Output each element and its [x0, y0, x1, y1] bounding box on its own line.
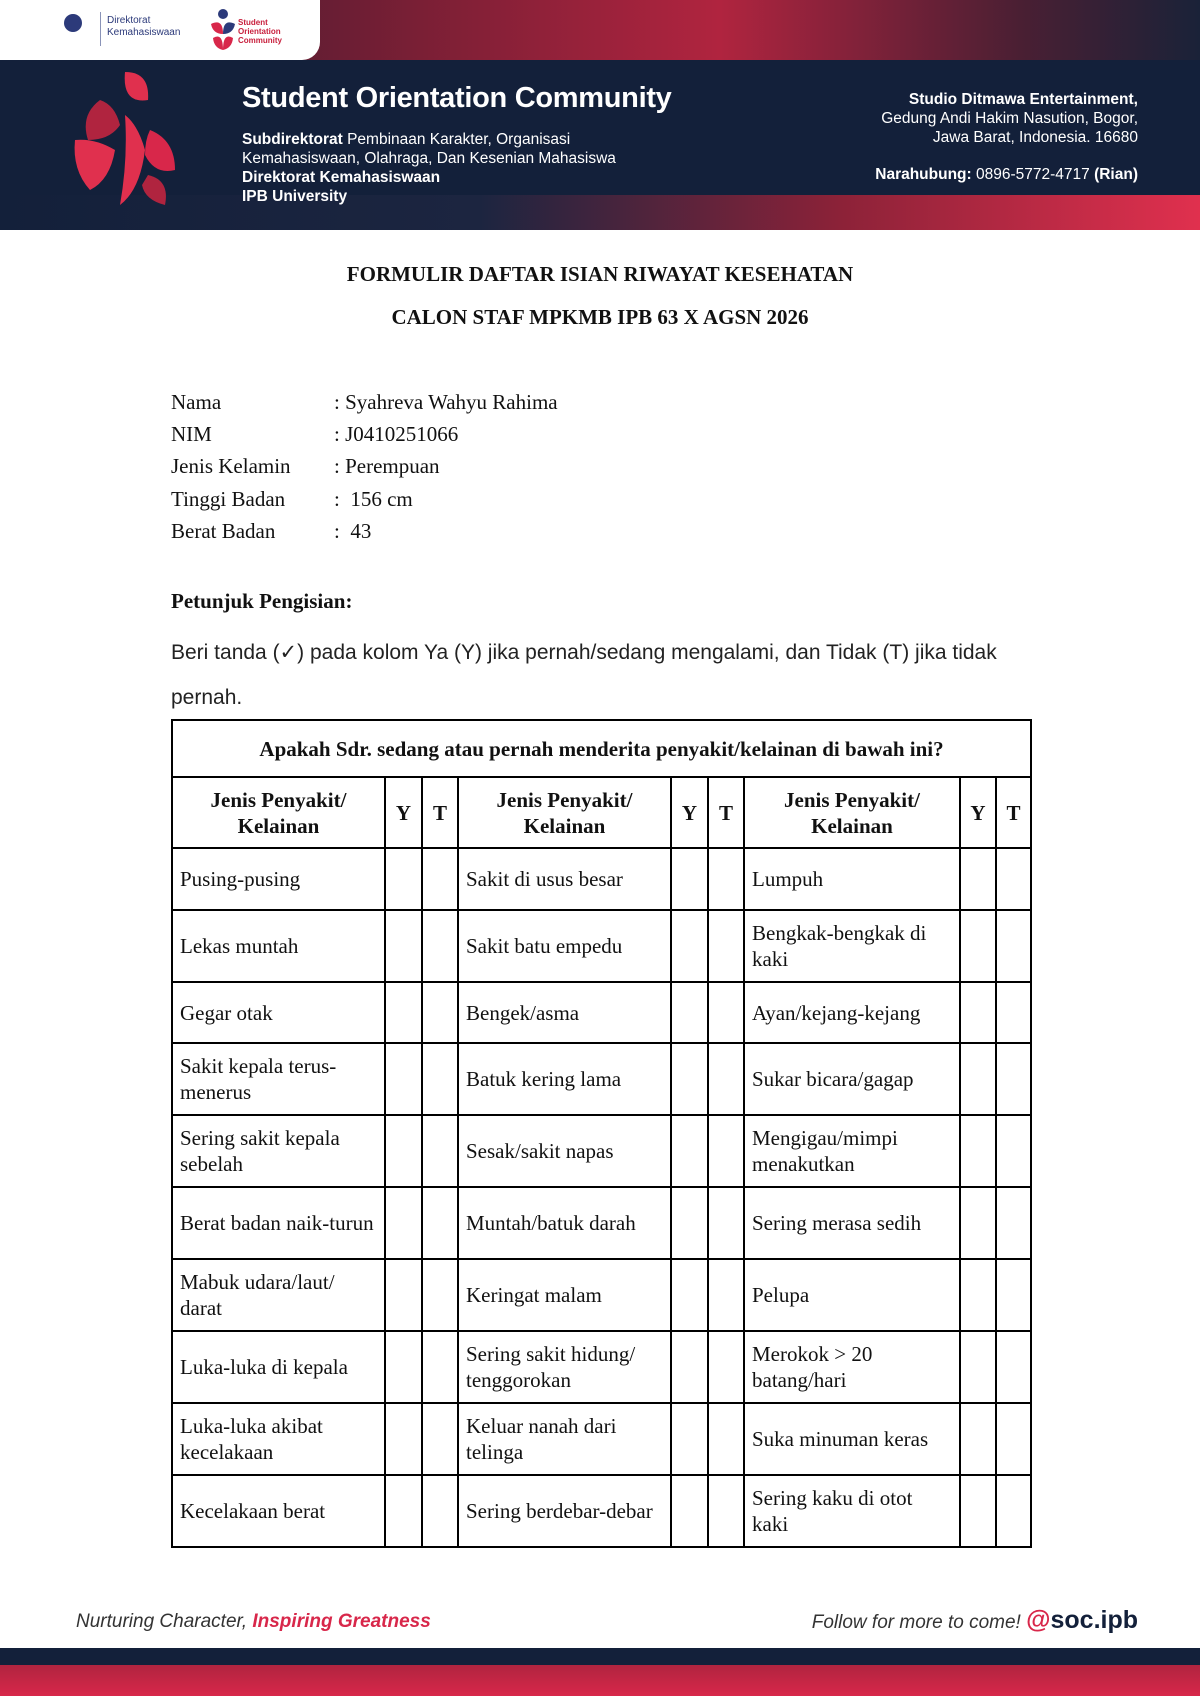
checkbox-y[interactable] — [385, 1403, 422, 1475]
info-value: : 156 cm — [334, 486, 413, 511]
checkbox-y[interactable] — [960, 1043, 996, 1115]
checkbox-t[interactable] — [422, 1115, 458, 1187]
header-address — [881, 90, 1138, 147]
checkbox-y[interactable] — [960, 1331, 996, 1403]
checkbox-t[interactable] — [422, 1475, 458, 1547]
checkbox-t[interactable] — [422, 1331, 458, 1403]
checkbox-t[interactable] — [708, 982, 744, 1043]
col-header-disease: Jenis Penyakit/ Kelainan — [172, 777, 385, 848]
col-header-disease: Jenis Penyakit/ Kelainan — [458, 777, 671, 848]
info-value: : 43 — [334, 518, 372, 543]
table-question: Apakah Sdr. sedang atau pernah menderita penyakit/kelainan di bawah ini? — [172, 720, 1031, 777]
col-header-t: T — [996, 777, 1031, 848]
ipb-seal-icon — [64, 14, 82, 32]
checkbox-t[interactable] — [422, 1259, 458, 1331]
checkbox-t[interactable] — [422, 982, 458, 1043]
disease-cell: Gegar otak — [172, 982, 385, 1043]
disease-cell: Muntah/batuk darah — [458, 1187, 671, 1259]
checkbox-y[interactable] — [671, 1475, 708, 1547]
info-row-tinggi-badan — [171, 483, 558, 515]
disease-cell: Sakit kepala terus-menerus — [172, 1043, 385, 1115]
disease-cell: Kecelakaan berat — [172, 1475, 385, 1547]
checkbox-y[interactable] — [960, 1403, 996, 1475]
info-label: Jenis Kelamin — [171, 454, 291, 479]
info-row-nim — [171, 418, 558, 450]
disease-cell: Bengkak-bengkak di kaki — [744, 910, 960, 982]
form-title-line1: FORMULIR DAFTAR ISIAN RIWAYAT KESEHATAN — [346, 262, 854, 286]
checkbox-t[interactable] — [708, 1403, 744, 1475]
checkbox-y[interactable] — [385, 910, 422, 982]
checkbox-y[interactable] — [385, 1187, 422, 1259]
checkbox-y[interactable] — [960, 910, 996, 982]
table-header-row — [172, 777, 1031, 848]
info-row-jenis-kelamin — [171, 451, 558, 483]
info-value: : Perempuan — [334, 454, 440, 479]
checkbox-t[interactable] — [422, 848, 458, 910]
disease-cell: Sering kaku di otot kaki — [744, 1475, 960, 1547]
header-title: Student Orientation Community — [242, 82, 672, 114]
checkbox-t[interactable] — [422, 1043, 458, 1115]
header-sub-line4: IPB University — [242, 188, 348, 205]
checkbox-y[interactable] — [385, 848, 422, 910]
checkbox-y[interactable] — [385, 1259, 422, 1331]
table-row — [172, 1187, 1031, 1259]
disease-cell: Keluar nanah dari telinga — [458, 1403, 671, 1475]
checkbox-y[interactable] — [960, 848, 996, 910]
table-row — [172, 1475, 1031, 1547]
checkbox-t[interactable] — [996, 1475, 1031, 1547]
checkbox-y[interactable] — [960, 982, 996, 1043]
disease-cell: Luka-luka di kepala — [172, 1331, 385, 1403]
checkbox-t[interactable] — [996, 848, 1031, 910]
checkbox-t[interactable] — [422, 1187, 458, 1259]
disease-cell: Suka minuman keras — [744, 1403, 960, 1475]
disease-cell: Pelupa — [744, 1259, 960, 1331]
col-header-disease: Jenis Penyakit/ Kelainan — [744, 777, 960, 848]
checkbox-y[interactable] — [671, 1187, 708, 1259]
header-sub-rest: Pembinaan Karakter, Organisasi — [342, 131, 571, 148]
contact-label: Narahubung: — [875, 166, 972, 183]
info-value: : Syahreva Wahyu Rahima — [334, 389, 558, 414]
table-row — [172, 1043, 1031, 1115]
checkbox-t[interactable] — [996, 1259, 1031, 1331]
disease-cell: Sering sakit hidung/ tenggorokan — [458, 1331, 671, 1403]
tagline-highlight: Inspiring Greatness — [252, 1611, 431, 1632]
contact-name: (Rian) — [1094, 166, 1138, 183]
info-label: Berat Badan — [171, 518, 276, 543]
footer-tagline — [76, 1611, 431, 1633]
disease-cell: Luka-luka akibat kecelakaan — [172, 1403, 385, 1475]
tagline-plain: Nurturing Character, — [76, 1611, 253, 1632]
instructions-text: Beri tanda (✓) pada kolom Ya (Y) jika pernah/sedang mengalami, dan Tidak (T) jika tidak pernah. — [171, 641, 997, 709]
checkbox-y[interactable] — [960, 1115, 996, 1187]
address-line3: Jawa Barat, Indonesia. 16680 — [932, 129, 1138, 146]
checkbox-y[interactable] — [671, 982, 708, 1043]
disease-cell: Sering sakit kepala sebelah — [172, 1115, 385, 1187]
checkbox-t[interactable] — [708, 1187, 744, 1259]
disease-cell: Sakit batu empedu — [458, 910, 671, 982]
table-row — [172, 1115, 1031, 1187]
address-line1: Studio Ditmawa Entertainment, — [908, 91, 1138, 108]
disease-cell: Mengigau/mimpi menakutkan — [744, 1115, 960, 1187]
header-subtitle — [242, 130, 616, 206]
address-line2: Gedung Andi Hakim Nasution, Bogor, — [881, 110, 1138, 127]
disease-cell: Lekas muntah — [172, 910, 385, 982]
disease-cell: Sering merasa sedih — [744, 1187, 960, 1259]
col-header-t: T — [708, 777, 744, 848]
disease-cell: Bengek/asma — [458, 982, 671, 1043]
social-handle[interactable]: soc.ipb — [1050, 1606, 1138, 1634]
disease-cell: Pusing-pusing — [172, 848, 385, 910]
checkbox-t[interactable] — [708, 1259, 744, 1331]
col-header-y: Y — [385, 777, 422, 848]
checkbox-t[interactable] — [996, 1331, 1031, 1403]
disease-cell: Berat badan naik-turun — [172, 1187, 385, 1259]
soc-small-logo-text: Student Orientation Community — [238, 18, 282, 45]
header-sub-line2: Kemahasiswaan, Olahraga, Dan Kesenian Mahasiswa — [242, 150, 616, 167]
letterhead-header — [0, 0, 1200, 230]
checkbox-t[interactable] — [708, 1115, 744, 1187]
checkbox-t[interactable] — [422, 1403, 458, 1475]
disease-cell: Batuk kering lama — [458, 1043, 671, 1115]
checkbox-t[interactable] — [422, 910, 458, 982]
disease-cell: Lumpuh — [744, 848, 960, 910]
checkbox-t[interactable] — [708, 1331, 744, 1403]
disease-cell: Mabuk udara/laut/ darat — [172, 1259, 385, 1331]
checkbox-t[interactable] — [996, 1043, 1031, 1115]
table-row — [172, 982, 1031, 1043]
disease-cell: Merokok > 20 batang/hari — [744, 1331, 960, 1403]
table-row — [172, 1403, 1031, 1475]
table-row — [172, 910, 1031, 982]
checkbox-t[interactable] — [996, 910, 1031, 982]
info-label: NIM — [171, 421, 212, 446]
checkbox-y[interactable] — [671, 1043, 708, 1115]
checkbox-y[interactable] — [960, 1475, 996, 1547]
footer-band — [0, 1648, 1200, 1696]
col-header-t: T — [422, 777, 458, 848]
disease-cell: Ayan/kejang-kejang — [744, 982, 960, 1043]
instructions-label: Petunjuk Pengisian: — [171, 589, 353, 613]
checkbox-y[interactable] — [671, 910, 708, 982]
checkbox-t[interactable] — [996, 1115, 1031, 1187]
disease-cell: Sering berdebar-debar — [458, 1475, 671, 1547]
checkbox-y[interactable] — [671, 848, 708, 910]
logo-divider — [100, 12, 101, 46]
checkbox-y[interactable] — [385, 1331, 422, 1403]
checkbox-y[interactable] — [671, 1259, 708, 1331]
checkbox-y[interactable] — [671, 1331, 708, 1403]
form-title-line2: CALON STAF MPKMB IPB 63 X AGSN 2026 — [391, 305, 809, 329]
checkbox-t[interactable] — [996, 982, 1031, 1043]
header-contact — [875, 166, 1138, 184]
checkbox-t[interactable] — [708, 910, 744, 982]
footer-social — [812, 1606, 1138, 1635]
info-label: Nama — [171, 389, 222, 414]
col-header-y: Y — [960, 777, 996, 848]
follow-text: Follow for more to come! — [811, 1612, 1027, 1633]
checkbox-t[interactable] — [708, 1475, 744, 1547]
info-row-berat-badan — [171, 515, 558, 547]
at-icon: @ — [1026, 1606, 1051, 1634]
checkbox-t[interactable] — [708, 1043, 744, 1115]
header-sub-bold: Subdirektorat — [242, 131, 343, 148]
table-row — [172, 1331, 1031, 1403]
disease-cell: Keringat malam — [458, 1259, 671, 1331]
checkbox-t[interactable] — [708, 848, 744, 910]
direktorat-logo-text: Direktorat Kemahasiswaan — [107, 15, 181, 38]
checkbox-y[interactable] — [671, 1115, 708, 1187]
soc-logo-icon — [70, 70, 180, 210]
logo-strip — [0, 0, 320, 60]
disease-cell: Sukar bicara/gagap — [744, 1043, 960, 1115]
checkbox-y[interactable] — [671, 1403, 708, 1475]
checkbox-t[interactable] — [996, 1187, 1031, 1259]
col-header-y: Y — [671, 777, 708, 848]
info-label: Tinggi Badan — [171, 486, 286, 511]
table-row — [172, 848, 1031, 910]
checkbox-y[interactable] — [385, 1115, 422, 1187]
disease-cell: Sakit di usus besar — [458, 848, 671, 910]
checkbox-y[interactable] — [385, 1475, 422, 1547]
checkbox-t[interactable] — [996, 1403, 1031, 1475]
disease-cell: Sesak/sakit napas — [458, 1115, 671, 1187]
health-history-table — [171, 719, 1032, 1548]
checkbox-y[interactable] — [385, 1043, 422, 1115]
header-sub-line3: Direktorat Kemahasiswaan — [242, 169, 441, 186]
table-row — [172, 1259, 1031, 1331]
personal-info — [171, 386, 558, 547]
checkbox-y[interactable] — [960, 1187, 996, 1259]
checkbox-y[interactable] — [385, 982, 422, 1043]
info-value: : J0410251066 — [334, 421, 459, 446]
soc-small-logo-icon — [208, 8, 238, 52]
info-row-nama — [171, 386, 558, 418]
checkbox-y[interactable] — [960, 1259, 996, 1331]
contact-number: 0896-5772-4717 — [971, 166, 1095, 183]
